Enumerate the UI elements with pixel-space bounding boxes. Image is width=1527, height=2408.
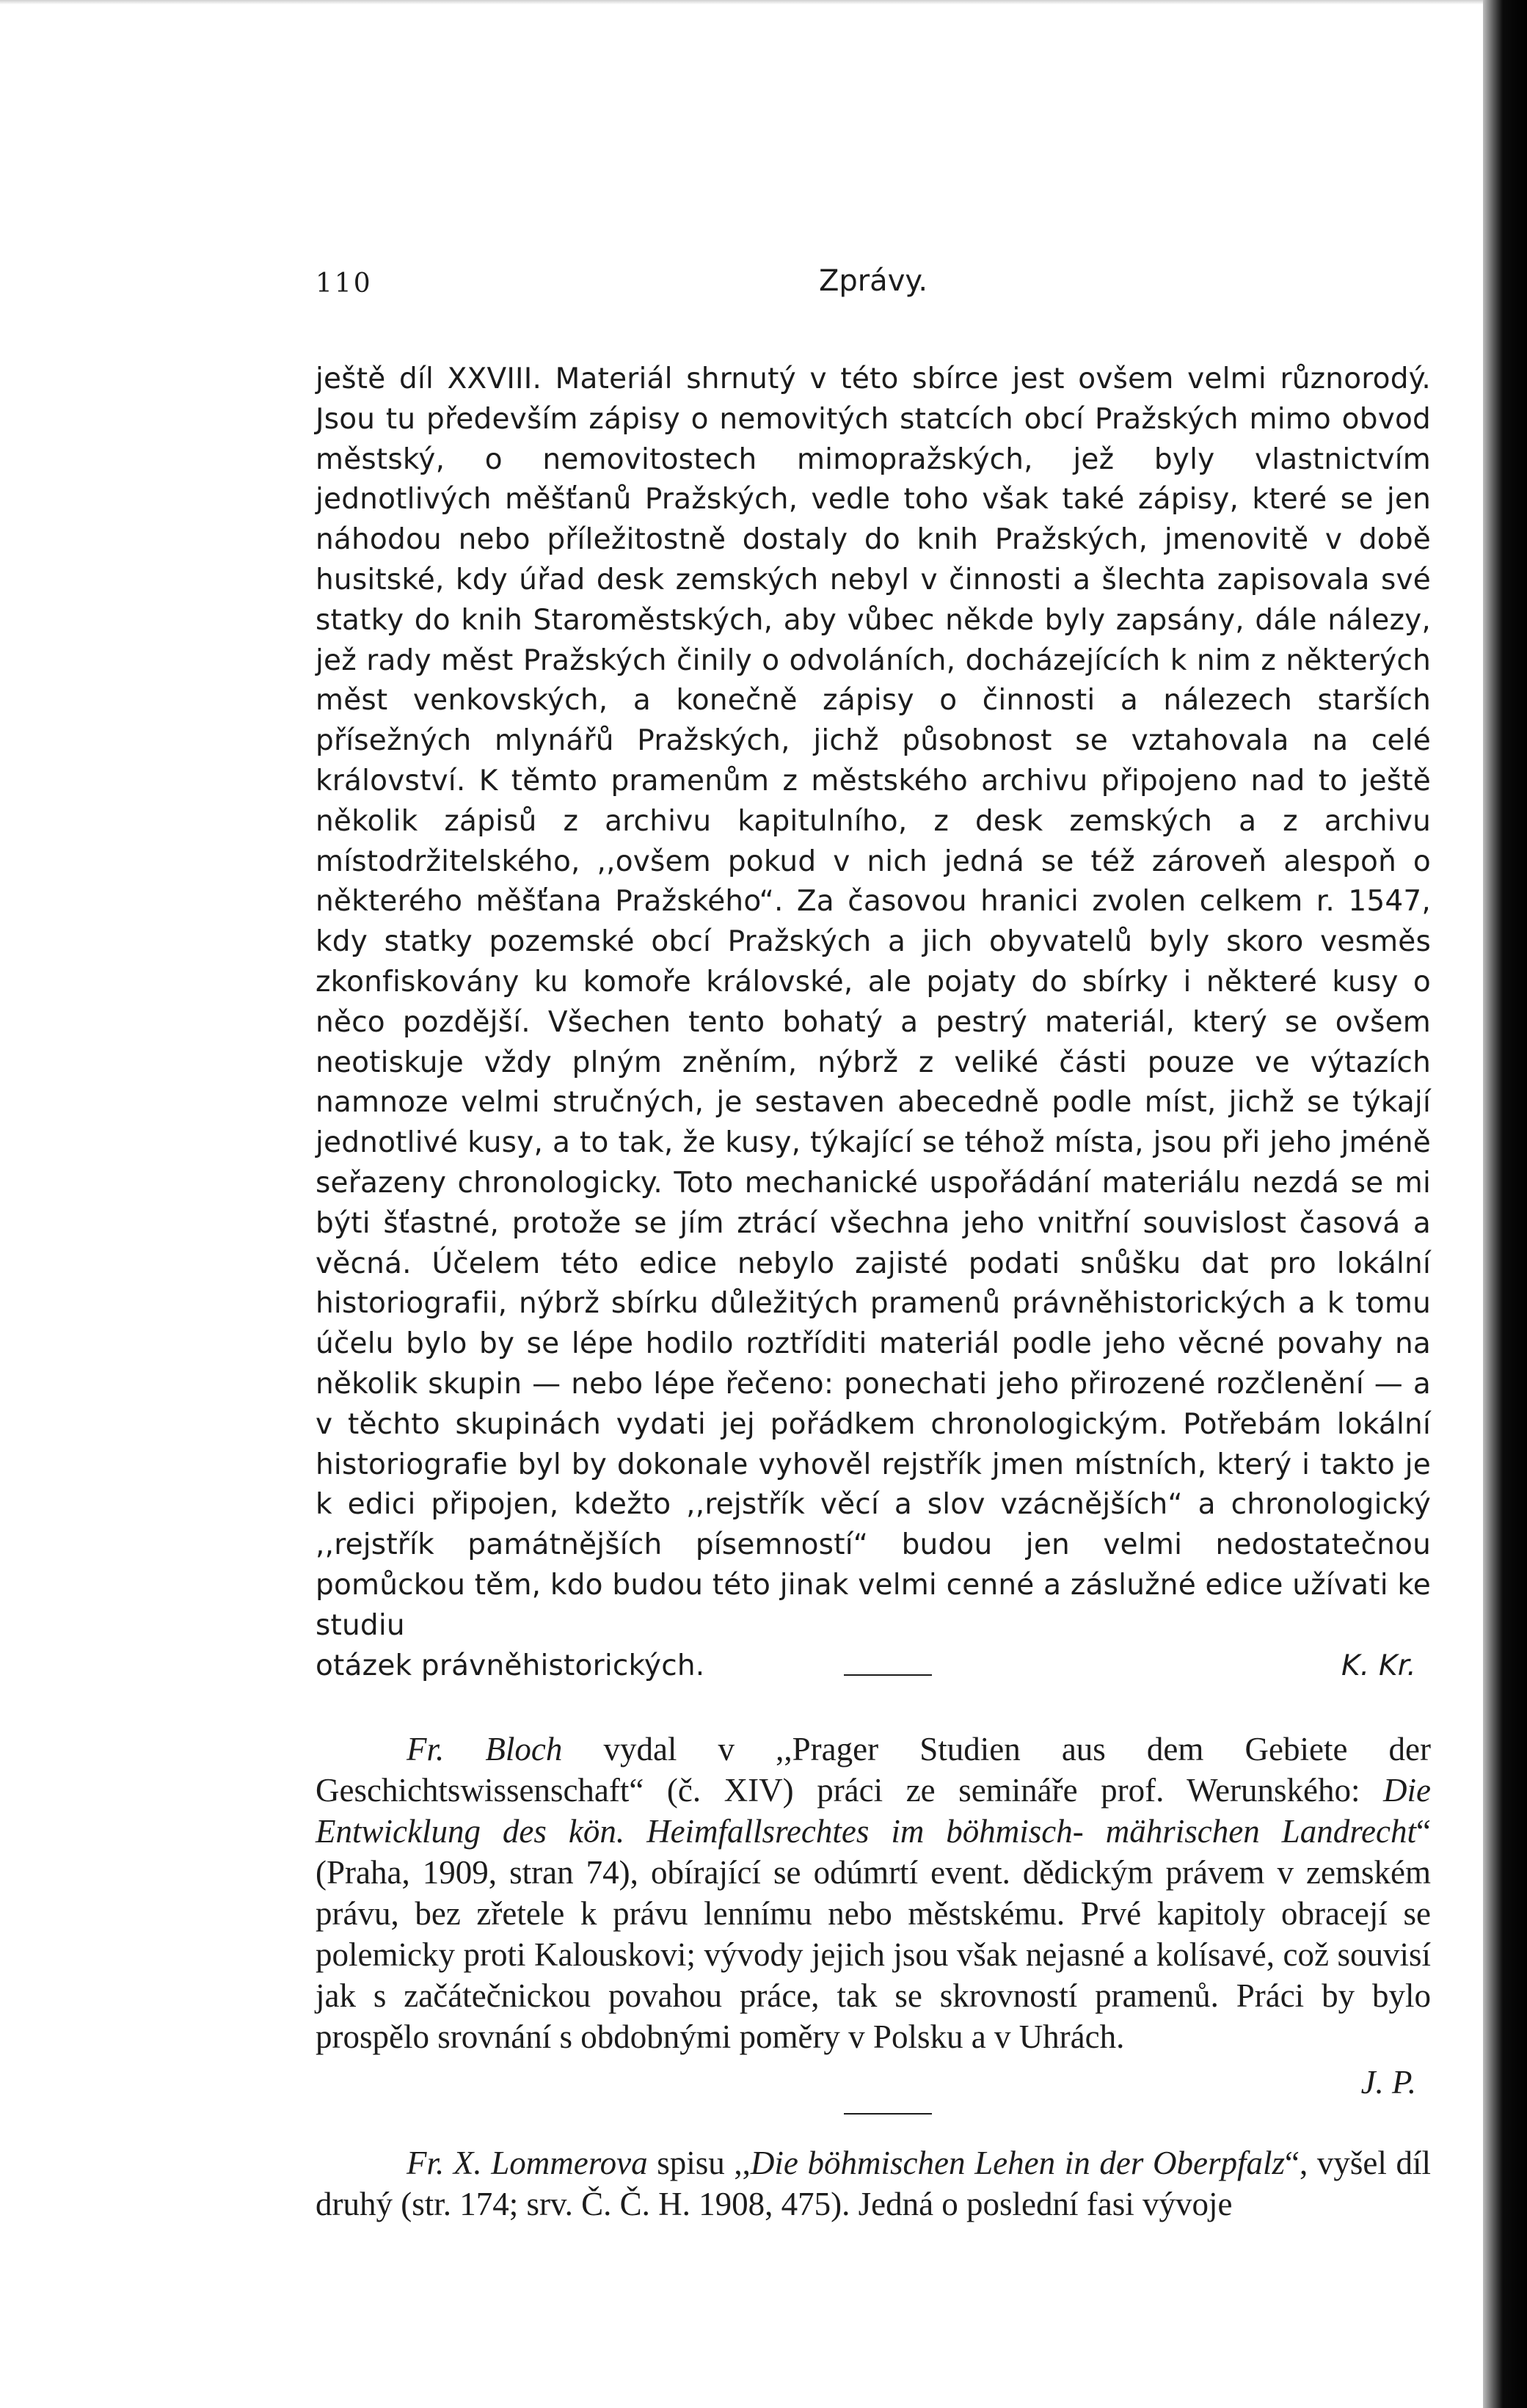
section-divider-rule bbox=[844, 2113, 932, 2115]
text-block bbox=[316, 264, 1431, 2225]
review-3-author: Fr. X. Lommerova bbox=[407, 2145, 648, 2182]
review-1-body: ještě díl XXVIII. Materiál shrnutý v této sbírce jest ovšem velmi různorodý. Jsou tu především zápisy o nemovitých statcích obcí Pražských mimo obvod městský, o nemovitostech mimopražských, jež byly vlastnictvím jednotlivých měšťanů Pražských, vedle toho však také zápisy, které se jen náhodou nebo příležitostně dostaly do knih Pražských, jmenovitě v době husitské, kdy úřad desk zemských nebyl v činnosti a šlechta zapisovala své statky do knih Staroměstských, aby vůbec někde byly zapsány, dále nálezy, jež rady měst Pražských činily o odvoláních, docházejících k nim z některých měst venkovských, a konečně zápisy o činnosti a nálezech starších přísežných mlynářů Pražských, jichž působnost se vztahovala na celé království. K těmto pramenům z městského archivu připojeno nad to ještě několik zápisů z archivu kapitulního, z desk zemských a z archivu místodržitelského, ,,ovšem pokud v nich jedná se též zároveň alespoň o některého měšťana Pražského“. Za časovou hranici zvolen celkem r. 1547, kdy statky pozemské obcí Pražských a jich obyvatelů byly skoro vesměs zkonfiskovány ku komoře královské, ale pojaty do sbírky i některé kusy o něco pozdější. Všechen tento bohatý a pestrý materiál, který se ovšem neotiskuje vždy plným zněním, nýbrž z veliké části pouze ve výtazích namnoze velmi stručných, je sestaven abecedně podle míst, jichž se týkají jednotlivé kusy, a to tak, že kusy, týkající se téhož místa, jsou při jeho jméně seřazeny chronologicky. Toto mechanické uspořádání materiálu nezdá se mi býti šťastné, protože se jím ztrácí všechna jeho vnitřní souvislost časová a věcná. Účelem této edice nebylo zajisté podati snůšku dat pro lokální historiografii, nýbrž sbírku důležitých pramenů právněhistorických a k tomu účelu bylo by se lépe hodilo roztříditi materiál podle jeho věcné povahy na několik skupin — nebo lépe řečeno: ponechati jeho přirozené rozčlenění — a v těchto skupinách vydati jej pořádkem chronologickým. Potřebám lokální historiografie byl by dokonale vyhověl rejstřík jmen místních, který i takto je k edici připojen, kdežto ,,rejstřík věcí a slov vzácnějších“ a chronologický ,,rejstřík památnějších písemností“ budou jen velmi nedostatečnou pomůckou těm, kdo budou této jinak velmi cenné a záslužné edice užívati ke studiu bbox=[316, 362, 1431, 1642]
review-2-text-2: “ (Praha, 1909, stran 74), obírající se odúmrtí event. dědickým právem v zemském právu, bez zřetele k právu lennímu nebo městskému. Prvé kapitoly obracejí se polemicky proti Kalouskovi; vývody jejich jsou však nejasné a kolísavé, což souvisí jak s začátečnickou povahou práce, tak se skrovností pramenů. Práci by bylo prospělo srovnání s obdobnými poměry v Polsku a v Uhrách. bbox=[316, 1813, 1431, 2056]
review-2-text-1: vydal v ,,Prager Studien aus dem Gebiete der Geschichtswissenschaft“ (č. XIV) práci ze semináře prof. Werunského: bbox=[316, 1731, 1431, 1809]
spacer bbox=[316, 1686, 1431, 1729]
scan-edge-shadow bbox=[1483, 0, 1527, 2408]
review-2-work-title: Die Entwicklung des kön. Heimfallsrechtes im böhmisch- mährischen Landrecht bbox=[316, 1772, 1431, 1850]
running-title: Zprávy. bbox=[818, 264, 928, 298]
review-3-work-title: Die böhmischen Lehen in der Oberpfalz bbox=[750, 2145, 1285, 2182]
spacer bbox=[316, 2116, 1431, 2142]
review-2-signature: J. P. bbox=[1360, 2064, 1416, 2101]
review-2-author: Fr. Bloch bbox=[407, 1731, 563, 1768]
page-number: 110 bbox=[316, 269, 373, 299]
review-1-signature: K. Kr. bbox=[1341, 1649, 1416, 1682]
review-1-last-line-text: otázek právněhistorických. bbox=[316, 1649, 705, 1682]
review-2-signature-row bbox=[316, 2057, 1431, 2116]
running-head bbox=[316, 264, 1431, 308]
review-3-text-2: “, vyšel díl druhý (str. 174; srv. Č. Č. H. 1908, 475). Jedná o poslední fasi vývoje bbox=[316, 2145, 1431, 2223]
review-3-text-1: spisu ,, bbox=[647, 2145, 751, 2182]
section-divider-rule bbox=[844, 1674, 932, 1676]
review-1-last-line bbox=[316, 1646, 1431, 1687]
review-3-body bbox=[316, 2142, 1431, 2225]
review-2-body bbox=[316, 1729, 1431, 2057]
scan-top-shadow bbox=[0, 0, 1527, 4]
